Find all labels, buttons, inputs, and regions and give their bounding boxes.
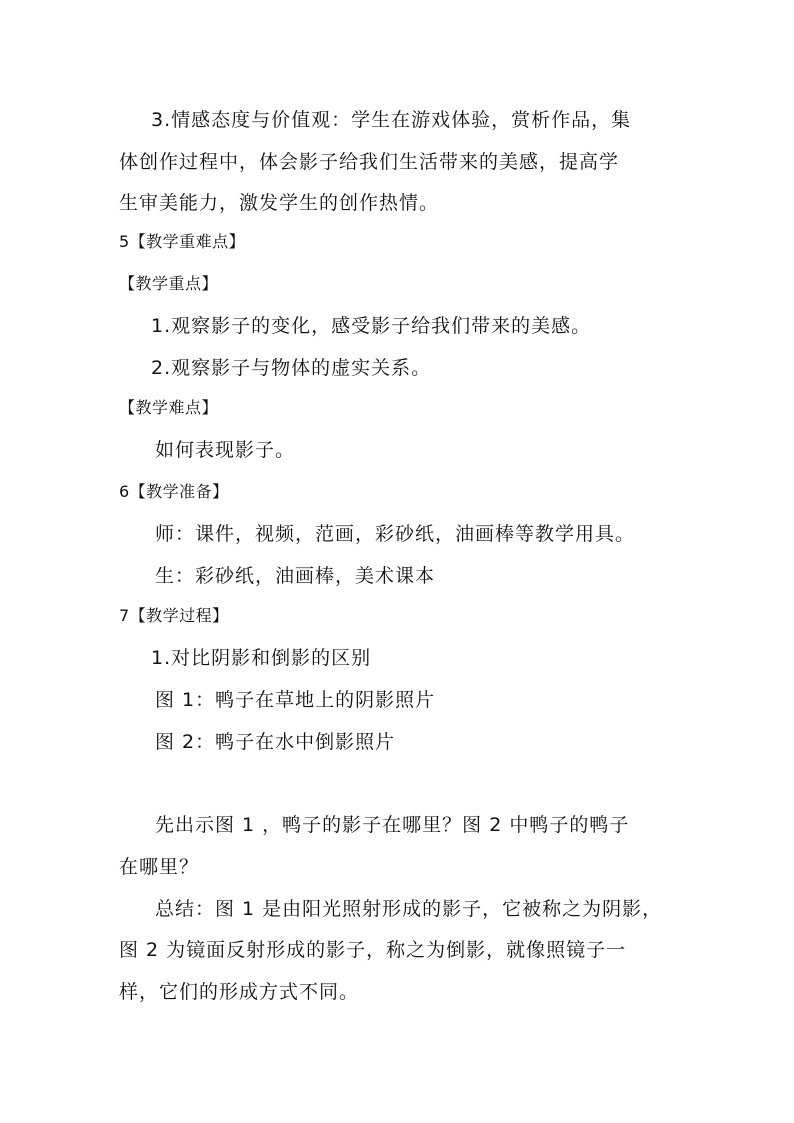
subheading-key-points: 【教学重点】 xyxy=(119,274,219,293)
question-paragraph-line-1: 先出示图 1 ，鸭子的影子在哪里？图 2 中鸭子的鸭子 xyxy=(155,814,630,836)
paragraph-emotion-goal-line-3: 生审美能力，激发学生的创作热情。 xyxy=(119,192,440,214)
summary-paragraph-line-3: 样，它们的形成方式不同。 xyxy=(119,981,360,1003)
subheading-difficult-point: 【教学难点】 xyxy=(119,398,219,417)
difficult-point-text: 如何表现影子。 xyxy=(155,439,296,461)
figure-1-caption: 图 1：鸭子在草地上的阴影照片 xyxy=(155,689,436,711)
student-materials: 生：彩砂纸，油画棒，美术课本 xyxy=(155,565,436,587)
question-paragraph-line-2: 在哪里？ xyxy=(119,856,200,878)
teacher-materials: 师：课件，视频，范画，彩砂纸，油画棒等教学用具。 xyxy=(155,523,636,545)
paragraph-emotion-goal-line-2: 体创作过程中，体会影子给我们生活带来的美感，提高学 xyxy=(119,151,620,173)
summary-paragraph-line-1: 总结：图 1 是由阳光照射形成的影子，它被称之为阴影， xyxy=(155,898,663,920)
key-point-2: 2.观察影子与物体的虚实关系。 xyxy=(151,357,432,379)
summary-paragraph-line-2: 图 2 为镜面反射形成的影子，称之为倒影，就像照镜子一 xyxy=(119,939,627,961)
paragraph-emotion-goal-line-1: 3.情感态度与价值观：学生在游戏体验，赏析作品，集 xyxy=(151,109,632,131)
section-heading-key-difficult-points: 5【教学重难点】 xyxy=(119,232,246,251)
key-point-1: 1.观察影子的变化，感受影子给我们带来的美感。 xyxy=(151,315,592,337)
process-step-1: 1.对比阴影和倒影的区别 xyxy=(151,647,372,669)
section-heading-preparation: 6【教学准备】 xyxy=(119,482,229,501)
figure-2-caption: 图 2：鸭子在水中倒影照片 xyxy=(155,731,396,753)
section-heading-process: 7【教学过程】 xyxy=(119,606,229,625)
